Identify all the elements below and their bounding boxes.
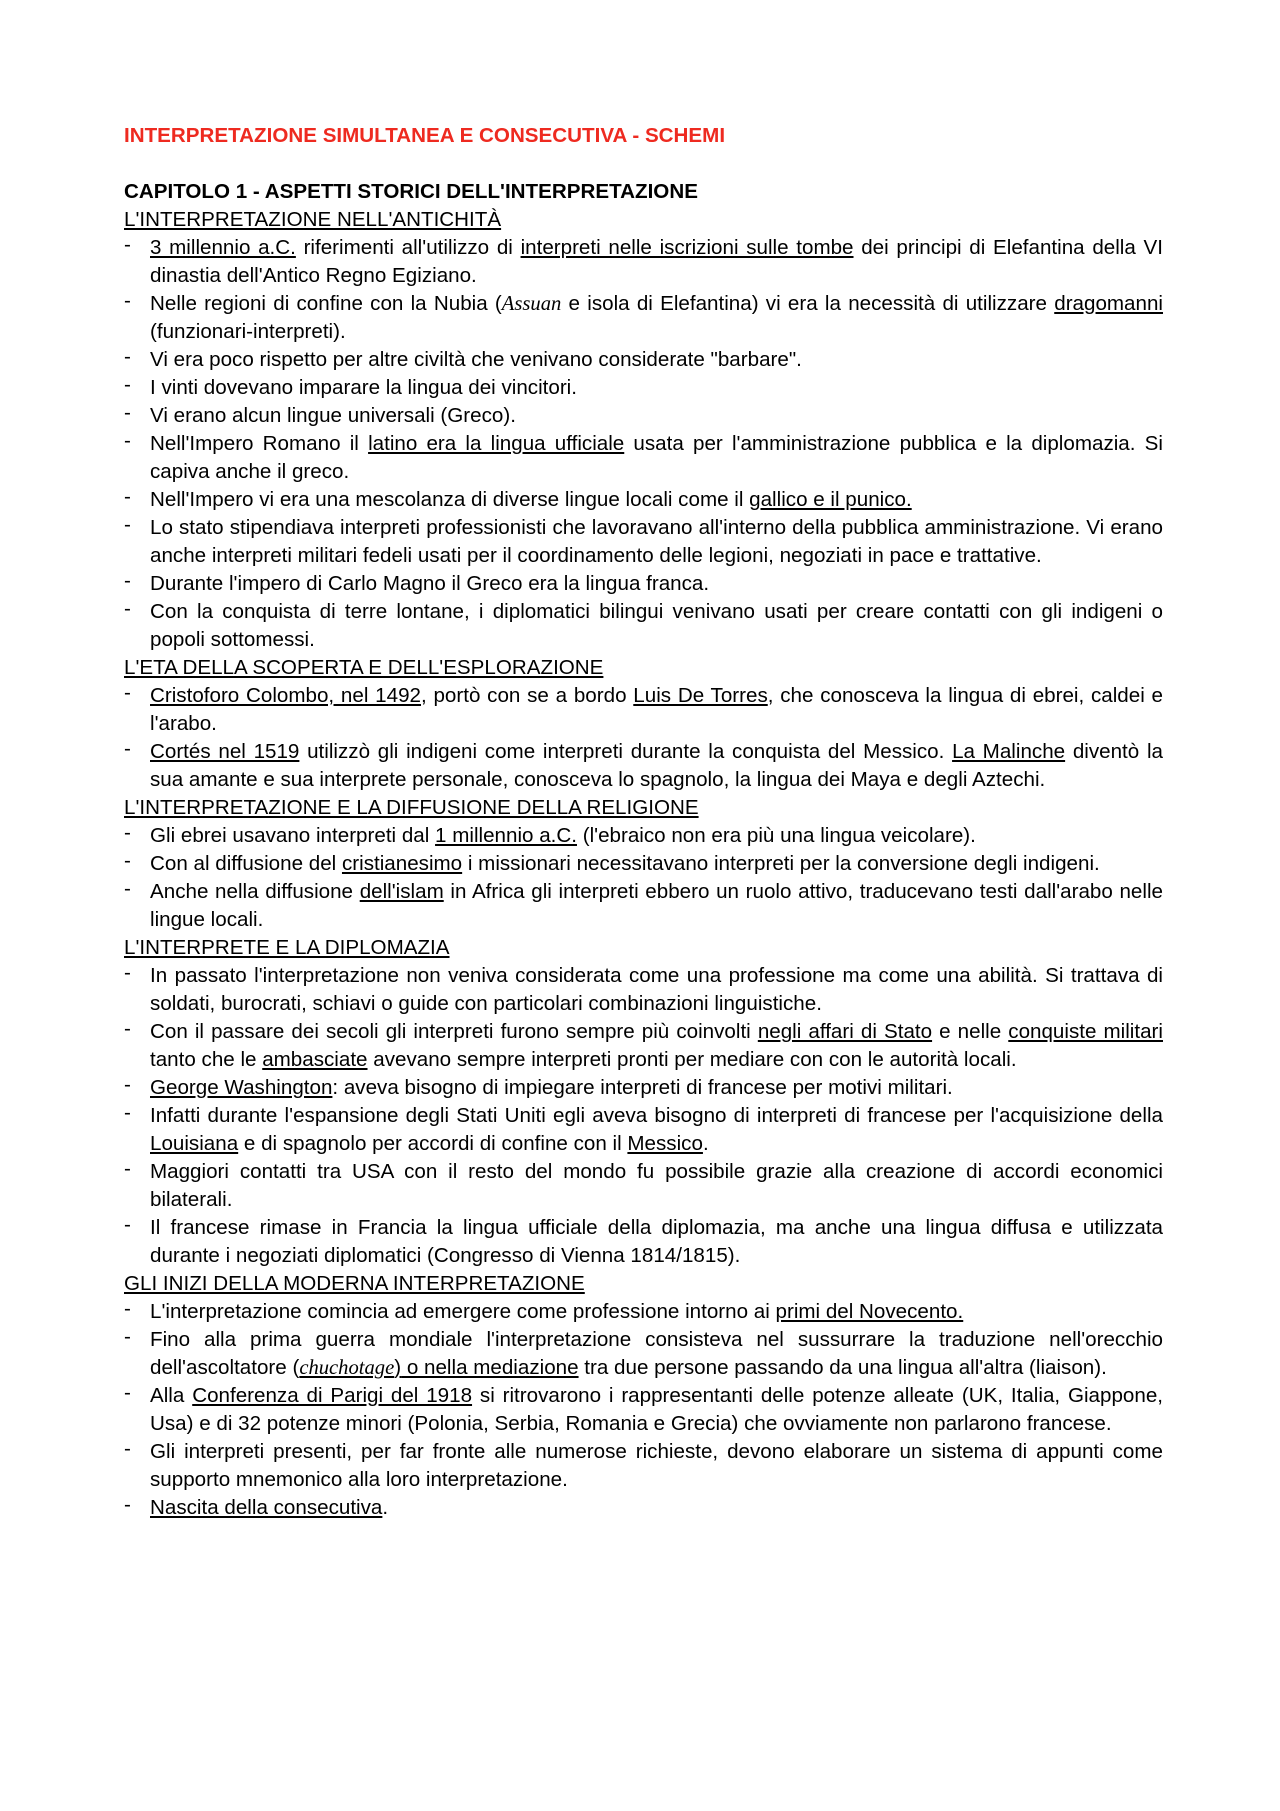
text-run: (funzionari-interpreti). [150,320,346,343]
bullet-item [124,1214,1163,1270]
bullet-item [124,1018,1163,1074]
text-run: 1 millennio a.C. [435,824,577,847]
text-run: 3 millennio a.C. [150,236,296,259]
document-body [124,206,1163,1522]
text-run: Nell'Impero Romano il [150,432,369,455]
text-run: e di spagnolo per accordi di confine con il [238,1132,628,1155]
text-run: dei principi di Elefantina della VI dinastia dell'Antico Regno Egiziano. [150,236,1163,287]
bullet-item [124,1326,1163,1382]
text-run: La Malinche [952,740,1066,763]
bullet-item [124,1382,1163,1438]
bullet-item [124,570,1163,598]
bullet-list [124,1298,1163,1522]
text-run: Assuan [501,293,562,315]
text-run: Lo stato stipendiava interpreti professionisti che lavoravano all'interno della pubblica amministrazione. Vi erano anche interpreti militari fedeli usati per il coordinamento delle legioni, negoziati in pace e trattative. [150,516,1163,567]
text-run: gallico e il punico. [749,488,912,511]
text-run: latino era la lingua ufficiale [368,432,625,455]
section-heading: L'INTERPRETE E LA DIPLOMAZIA [124,936,450,959]
bullet-list [124,234,1163,654]
chapter-title: CAPITOLO 1 - ASPETTI STORICI DELL'INTERPRETAZIONE [124,180,698,203]
bullet-item [124,1494,1163,1522]
text-run: Nell'Impero vi era una mescolanza di diverse lingue locali come il [150,488,750,511]
text-run: tanto che le [150,1048,263,1071]
text-run: , portò con se a bordo [420,684,634,707]
text-run: In passato l'interpretazione non veniva considerata come una professione ma come una abilità. Si trattava di soldati, burocrati, schiavi o guide con particolari combinazioni linguistiche. [150,964,1163,1015]
text-run: Cristoforo Colombo, nel 1492 [150,684,421,707]
text-run: Nascita della consecutiva [150,1496,383,1519]
text-run: avevano sempre interpreti pronti per mediare con con le autorità locali. [367,1048,1017,1071]
bullet-item [124,962,1163,1018]
text-run: Durante l'impero di Carlo Magno il Greco era la lingua franca. [150,572,710,595]
text-run: Maggiori contatti tra USA con il resto del mondo fu possibile grazie alla creazione di accordi economici bilaterali. [150,1160,1163,1211]
bullet-item [124,738,1163,794]
text-run: L'interpretazione comincia ad emergere come professione intorno ai [150,1300,776,1323]
section-heading: L'INTERPRETAZIONE NELL'ANTICHITÀ [124,208,502,231]
text-run: cristianesimo [341,852,463,875]
text-run: Con al diffusione del [150,852,342,875]
bullet-list [124,682,1163,794]
bullet-item [124,1298,1163,1326]
bullet-item [124,402,1163,430]
text-run: Fino alla prima guerra mondiale l'interpretazione consisteva nel sussurrare la traduzione nell'orecchio dell'ascoltatore ( [150,1328,1163,1379]
text-run: ambasciate [262,1048,368,1071]
bullet-item [124,346,1163,374]
text-run: , che conosceva la lingua di ebrei, caldei e l'arabo. [150,684,1163,735]
text-run: I vinti dovevano imparare la lingua dei vincitori. [150,376,577,399]
text-run: Vi era poco rispetto per altre civiltà che venivano considerate "barbare". [150,348,802,371]
bullet-item [124,1102,1163,1158]
text-run: Con la conquista di terre lontane, i diplomatici bilingui venivano usati per creare contatti con gli indigeni o popoli sottomessi. [150,600,1163,651]
text-run: conquiste militari [1008,1020,1163,1043]
text-run: Vi erano alcun lingue universali (Greco). [150,404,516,427]
text-run: si ritrovarono i rappresentanti delle potenze alleate (UK, Italia, Giappone, Usa) e di 32 potenze minori (Polonia, Serbia, Romania e Grecia) che ovviamente non parlarono francese. [150,1384,1163,1435]
bullet-item [124,514,1163,570]
section-heading: GLI INIZI DELLA MODERNA INTERPRETAZIONE [124,1272,585,1295]
text-run: in Africa gli interpreti ebbero un ruolo attivo, traducevano testi dall'arabo nelle lingue locali. [150,880,1163,931]
bullet-list [124,822,1163,934]
text-run: i missionari necessitavano interpreti per la conversione degli indigeni. [462,852,1100,875]
text-run: diventò la sua amante e sua interprete personale, conosceva lo spagnolo, la lingua dei Maya e degli Aztechi. [150,740,1163,791]
text-run: Gli ebrei usavano interpreti dal [150,824,436,847]
text-run: e isola di Elefantina) vi era la necessità di utilizzare [561,292,1055,315]
bullet-item [124,1158,1163,1214]
bullet-item [124,822,1163,850]
bullet-item [124,878,1163,934]
document-title: INTERPRETAZIONE SIMULTANEA E CONSECUTIVA - SCHEMI [124,124,726,147]
text-run: Messico [627,1132,703,1155]
text-run: o nella mediazione [401,1356,579,1379]
bullet-item [124,374,1163,402]
text-run: dragomanni [1054,292,1163,315]
section-heading: L'INTERPRETAZIONE E LA DIFFUSIONE DELLA RELIGIONE [124,796,699,819]
text-run: Con il passare dei secoli gli interpreti furono sempre più coinvolti [150,1020,758,1043]
text-run: Conferenza di Parigi del 1918 [192,1384,473,1407]
text-run: riferimenti all'utilizzo di [295,236,521,259]
text-run: . [702,1132,709,1155]
bullet-item [124,234,1163,290]
text-run: Luis De Torres [633,684,768,707]
bullet-item [124,598,1163,654]
text-run: negli affari di Stato [757,1020,933,1043]
text-run: Infatti durante l'espansione degli Stati Uniti egli aveva bisogno di interpreti di francese per l'acquisizione della [150,1104,1163,1127]
bullet-item [124,682,1163,738]
bullet-item [124,486,1163,514]
text-run: Nelle regioni di confine con la Nubia ( [150,292,502,315]
text-run: Anche nella diffusione [150,880,360,903]
bullet-item [124,1074,1163,1102]
text-run: Alla [150,1384,193,1407]
text-run: dell'islam [359,880,444,903]
text-run: ) [394,1356,402,1379]
text-run: tra due persone passando da una lingua all'altra (liaison). [578,1356,1107,1379]
bullet-item [124,850,1163,878]
bullet-list [124,962,1163,1270]
bullet-item [124,1438,1163,1494]
text-run: (l'ebraico non era più una lingua veicolare). [576,824,976,847]
text-run: . [382,1496,389,1519]
text-run: Gli interpreti presenti, per far fronte alle numerose richieste, devono elaborare un sistema di appunti come supporto mnemonico alla loro interpretazione. [150,1440,1163,1491]
text-run: e nelle [932,1020,1009,1043]
bullet-item [124,430,1163,486]
section-heading: L'ETA DELLA SCOPERTA E DELL'ESPLORAZIONE [124,656,604,679]
text-run: utilizzò gli indigeni come interpreti durante la conquista del Messico. [299,740,953,763]
text-run: Louisiana [150,1132,239,1155]
bullet-item [124,290,1163,346]
text-run: primi del Novecento. [775,1300,964,1323]
text-run: George Washington [150,1076,333,1099]
text-run: Cortés nel 1519 [150,740,300,763]
text-run: : aveva bisogno di impiegare interpreti di francese per motivi militari. [332,1076,953,1099]
text-run: usata per l'amministrazione pubblica e la diplomazia. Si capiva anche il greco. [150,432,1163,483]
text-run: chuchotage [299,1357,395,1379]
text-run: Il francese rimase in Francia la lingua ufficiale della diplomazia, ma anche una lingua diffusa e utilizzata durante i negoziati diplomatici (Congresso di Vienna 1814/1815). [150,1216,1163,1267]
text-run: interpreti nelle iscrizioni sulle tombe [520,236,854,259]
